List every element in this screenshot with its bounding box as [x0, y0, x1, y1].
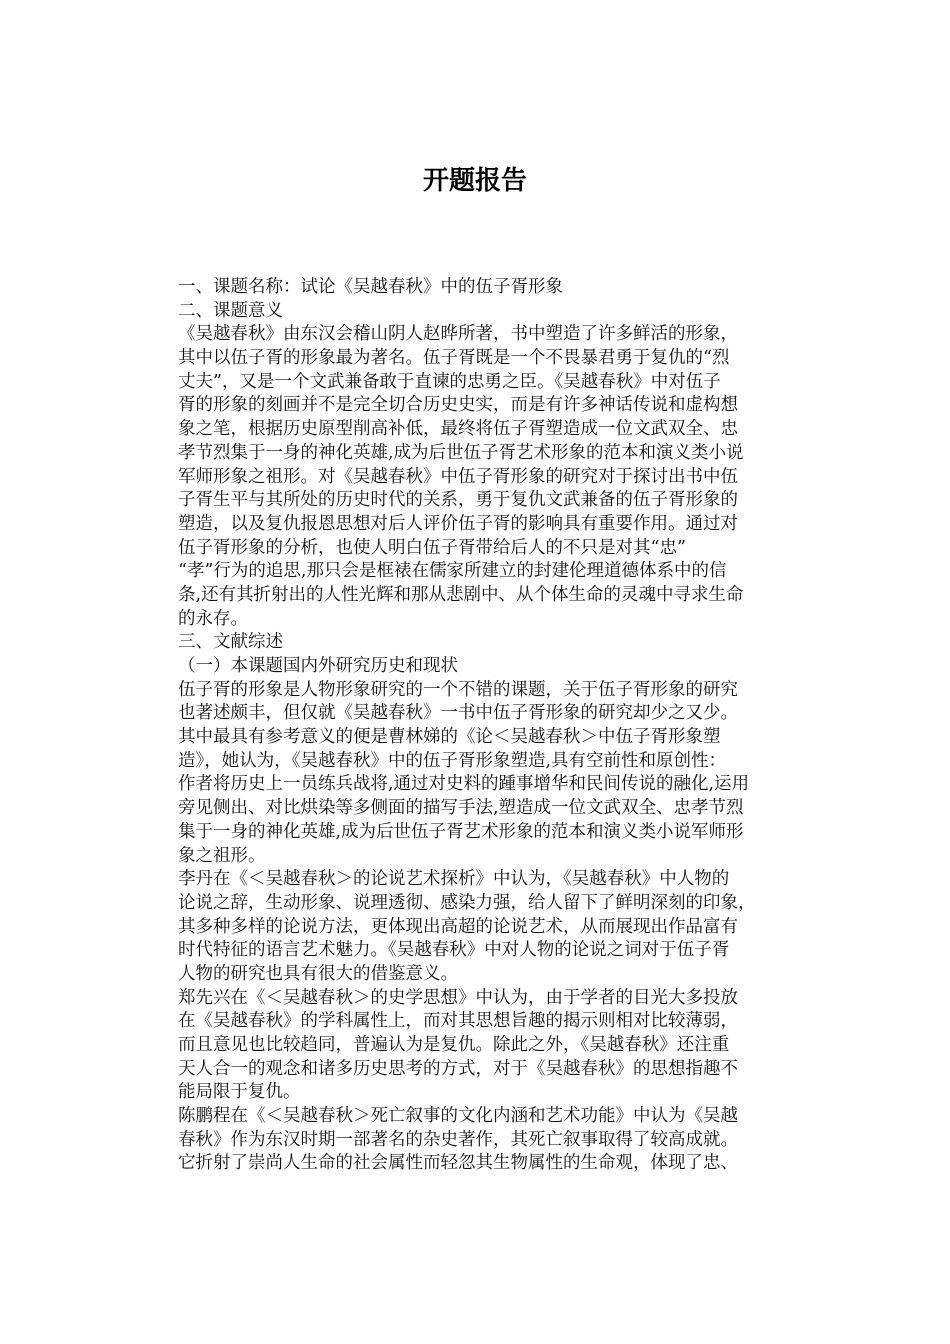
text-line: 作者将历史上一员练兵战将,通过对史料的踵事增华和民间传说的融化,运用: [178, 774, 750, 795]
document-body: [178, 276, 828, 1176]
text-line: 二、课题意义: [178, 300, 283, 321]
text-line: 伍子胥形象的分析，也使人明白伍子胥带给后人的不只是对其“忠”: [178, 537, 686, 558]
text-line: 时代特征的语言艺术魅力。《吴越春秋》中对人物的论说之词对于伍子胥: [178, 940, 730, 961]
text-line: 论说之辞，生动形象、说理透彻、感染力强，给人留下了鲜明深刻的印象，: [178, 892, 756, 913]
text-line: “孝”行为的追思,那只会是框裱在儒家所建立的封建伦理道德体系中的信: [178, 561, 727, 582]
text-line: 象之祖形。: [178, 845, 266, 866]
text-line: 伍子胥的形象是人物形象研究的一个不错的课题，关于伍子胥形象的研究: [178, 679, 738, 700]
text-line: 陈鹏程在《＜吴越春秋＞死亡叙事的文化内涵和艺术功能》中认为《吴越: [178, 1106, 738, 1127]
text-line: 旁见侧出、对比烘染等多侧面的描写手法,塑造成一位文武双全、忠孝节烈: [178, 798, 744, 819]
text-line: 而且意见也比较趋同，普遍认为是复仇。除此之外，《吴越春秋》还注重: [178, 1035, 730, 1055]
text-line: 其中最具有参考意义的便是曹林娣的《论＜吴越春秋＞中伍子胥形象塑: [178, 727, 721, 748]
text-line: 天人合一的观念和诸多历史思考的方式，对于《吴越春秋》的思想指趣不: [178, 1058, 738, 1079]
text-line: 其多种多样的论说方法，更体现出高超的论说艺术，从而展现出作品富有: [178, 916, 738, 937]
text-line: 《吴越春秋》由东汉会稽山阴人赵晔所著，书中塑造了许多鲜活的形象，: [178, 324, 738, 345]
text-line: 也著述颇丰，但仅就《吴越春秋》一书中伍子胥形象的研究却少之又少。: [178, 703, 738, 724]
text-line: 造》，她认为，《吴越春秋》中的伍子胥形象塑造,具有空前性和原创性：: [178, 750, 727, 771]
text-line: 其中以伍子胥的形象最为著名。伍子胥既是一个不畏暴君勇于复仇的“烈: [178, 348, 730, 369]
text-line: 胥的形象的刻画并不是完全切合历史史实，而是有许多神话传说和虚构想: [178, 395, 738, 416]
text-line: 一、课题名称：试论《吴越春秋》中的伍子胥形象: [178, 277, 563, 297]
text-line: 丈夫”，又是一个文武兼备敢于直谏的忠勇之臣。《吴越春秋》中对伍子: [178, 371, 721, 392]
text-line: 的永存。: [178, 608, 248, 629]
text-line: 塑造，以及复仇报恩思想对后人评价伍子胥的影响具有重要作用。通过对: [178, 513, 738, 534]
text-line: 李丹在《＜吴越春秋＞的论说艺术探析》中认为，《吴越春秋》中人物的: [178, 869, 730, 890]
text-line: 在《吴越春秋》的学科属性上，而对其思想旨趣的揭示则相对比较薄弱，: [178, 1011, 738, 1032]
document-title: 开题报告: [422, 166, 527, 196]
text-line: 郑先兴在《＜吴越春秋＞的史学思想》中认为，由于学者的目光大多投放: [178, 987, 738, 1008]
text-line: 能局限于复仇。: [178, 1082, 301, 1103]
text-line: （一）本课题国内外研究历史和现状: [178, 656, 458, 676]
text-line: 孝节烈集于一身的神化英雄,成为后世伍子胥艺术形象的范本和演义类小说: [178, 442, 744, 463]
text-line: 军师形象之祖形。对《吴越春秋》中伍子胥形象的研究对于探讨出书中伍: [178, 466, 738, 487]
text-line: 子胥生平与其所处的历史时代的关系，勇于复仇文武兼备的伍子胥形象的: [178, 490, 738, 511]
text-line: 三、文献综述: [178, 632, 283, 653]
text-line: 人物的研究也具有很大的借鉴意义。: [178, 963, 458, 984]
text-line: 象之笔，根据历史原型削高补低，最终将伍子胥塑造成一位文武双全、忠: [178, 419, 738, 440]
text-line: 集于一身的神化英雄,成为后世伍子胥艺术形象的范本和演义类小说军师形: [178, 821, 744, 842]
text-line: 春秋》作为东汉时期一部著名的杂史著作，其死亡叙事取得了较高成就。: [178, 1129, 738, 1150]
text-line: 它折射了崇尚人生命的社会属性而轻忽其生物属性的生命观，体现了忠、: [178, 1153, 738, 1174]
text-line: 条,还有其折射出的人性光辉和那从悲剧中、从个体生命的灵魂中寻求生命: [178, 584, 744, 605]
